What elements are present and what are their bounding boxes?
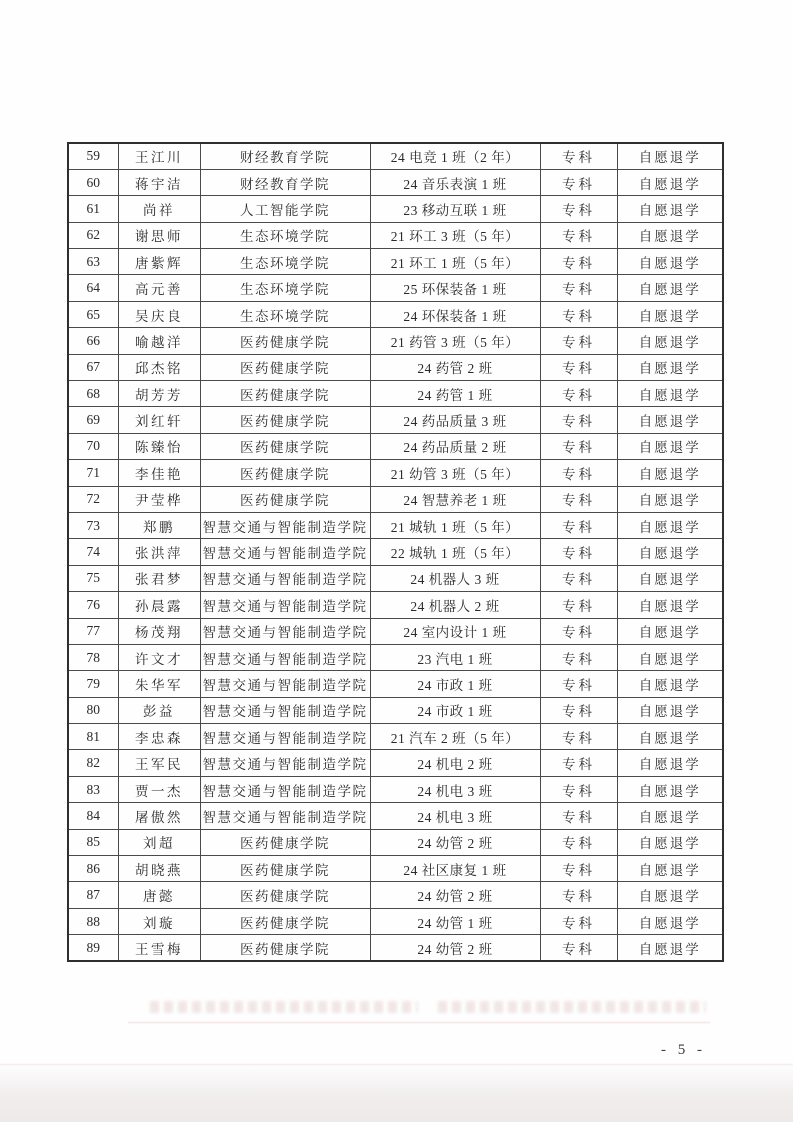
- student-name-cell: 刘璇: [118, 908, 200, 934]
- table-row: [68, 671, 723, 697]
- level-cell: 专科: [540, 275, 617, 301]
- class-cell: 24 幼管 2 班: [370, 882, 540, 908]
- level-cell: 专科: [540, 143, 617, 169]
- table-row: [68, 486, 723, 512]
- row-number-cell: 76: [68, 592, 118, 618]
- student-name-cell: 谢思师: [118, 222, 200, 248]
- row-number-cell: 89: [68, 935, 118, 961]
- class-cell: 24 药品质量 2 班: [370, 433, 540, 459]
- class-cell: 24 幼管 2 班: [370, 935, 540, 961]
- student-name-cell: 王江川: [118, 143, 200, 169]
- college-cell: 智慧交通与智能制造学院: [200, 724, 370, 750]
- row-number-cell: 87: [68, 882, 118, 908]
- level-cell: 专科: [540, 908, 617, 934]
- row-number-cell: 80: [68, 697, 118, 723]
- table-row: [68, 143, 723, 169]
- row-number-cell: 88: [68, 908, 118, 934]
- table-row: [68, 512, 723, 538]
- status-cell: 自愿退学: [617, 565, 723, 591]
- student-name-cell: 刘超: [118, 829, 200, 855]
- class-cell: 24 药品质量 3 班: [370, 407, 540, 433]
- student-name-cell: 高元善: [118, 275, 200, 301]
- level-cell: 专科: [540, 565, 617, 591]
- student-name-cell: 唐懿: [118, 882, 200, 908]
- status-cell: 自愿退学: [617, 460, 723, 486]
- level-cell: 专科: [540, 381, 617, 407]
- student-name-cell: 许文才: [118, 644, 200, 670]
- row-number-cell: 68: [68, 381, 118, 407]
- table-row: [68, 381, 723, 407]
- level-cell: 专科: [540, 539, 617, 565]
- class-cell: 24 市政 1 班: [370, 697, 540, 723]
- college-cell: 医药健康学院: [200, 407, 370, 433]
- student-name-cell: 郑鹏: [118, 512, 200, 538]
- college-cell: 医药健康学院: [200, 354, 370, 380]
- page-number: - 5 -: [661, 1042, 706, 1058]
- college-cell: 智慧交通与智能制造学院: [200, 803, 370, 829]
- row-number-cell: 79: [68, 671, 118, 697]
- student-name-cell: 王军民: [118, 750, 200, 776]
- row-number-cell: 71: [68, 460, 118, 486]
- student-name-cell: 唐紫辉: [118, 249, 200, 275]
- table-row: [68, 882, 723, 908]
- level-cell: 专科: [540, 776, 617, 802]
- class-cell: 24 智慧养老 1 班: [370, 486, 540, 512]
- level-cell: 专科: [540, 354, 617, 380]
- level-cell: 专科: [540, 829, 617, 855]
- level-cell: 专科: [540, 618, 617, 644]
- class-cell: 24 幼管 2 班: [370, 829, 540, 855]
- student-name-cell: 杨茂翔: [118, 618, 200, 644]
- row-number-cell: 83: [68, 776, 118, 802]
- college-cell: 医药健康学院: [200, 908, 370, 934]
- row-number-cell: 86: [68, 856, 118, 882]
- class-cell: 25 环保装备 1 班: [370, 275, 540, 301]
- table-row: [68, 539, 723, 565]
- class-cell: 24 音乐表演 1 班: [370, 169, 540, 195]
- college-cell: 智慧交通与智能制造学院: [200, 750, 370, 776]
- college-cell: 智慧交通与智能制造学院: [200, 565, 370, 591]
- level-cell: 专科: [540, 697, 617, 723]
- class-cell: 24 机器人 2 班: [370, 592, 540, 618]
- row-number-cell: 72: [68, 486, 118, 512]
- student-name-cell: 陈臻怡: [118, 433, 200, 459]
- status-cell: 自愿退学: [617, 196, 723, 222]
- class-cell: 22 城轨 1 班（5 年）: [370, 539, 540, 565]
- level-cell: 专科: [540, 249, 617, 275]
- row-number-cell: 81: [68, 724, 118, 750]
- college-cell: 智慧交通与智能制造学院: [200, 671, 370, 697]
- college-cell: 医药健康学院: [200, 433, 370, 459]
- table-row: [68, 328, 723, 354]
- table-row: [68, 354, 723, 380]
- college-cell: 生态环境学院: [200, 249, 370, 275]
- college-cell: 智慧交通与智能制造学院: [200, 644, 370, 670]
- college-cell: 医药健康学院: [200, 935, 370, 961]
- level-cell: 专科: [540, 460, 617, 486]
- table-row: [68, 935, 723, 961]
- college-cell: 医药健康学院: [200, 829, 370, 855]
- status-cell: 自愿退学: [617, 697, 723, 723]
- status-cell: 自愿退学: [617, 856, 723, 882]
- student-name-cell: 刘红轩: [118, 407, 200, 433]
- table-row: [68, 222, 723, 248]
- student-name-cell: 胡晓燕: [118, 856, 200, 882]
- level-cell: 专科: [540, 803, 617, 829]
- table-body: [68, 143, 723, 961]
- table-row: [68, 407, 723, 433]
- status-cell: 自愿退学: [617, 433, 723, 459]
- class-cell: 24 机器人 3 班: [370, 565, 540, 591]
- status-cell: 自愿退学: [617, 143, 723, 169]
- row-number-cell: 63: [68, 249, 118, 275]
- student-name-cell: 孙晨露: [118, 592, 200, 618]
- status-cell: 自愿退学: [617, 776, 723, 802]
- student-name-cell: 邱杰铭: [118, 354, 200, 380]
- student-name-cell: 蒋宇洁: [118, 169, 200, 195]
- row-number-cell: 78: [68, 644, 118, 670]
- row-number-cell: 59: [68, 143, 118, 169]
- table-row: [68, 301, 723, 327]
- status-cell: 自愿退学: [617, 908, 723, 934]
- status-cell: 自愿退学: [617, 381, 723, 407]
- college-cell: 智慧交通与智能制造学院: [200, 776, 370, 802]
- table-row: [68, 433, 723, 459]
- status-cell: 自愿退学: [617, 249, 723, 275]
- college-cell: 医药健康学院: [200, 381, 370, 407]
- level-cell: 专科: [540, 407, 617, 433]
- table-row: [68, 249, 723, 275]
- status-cell: 自愿退学: [617, 671, 723, 697]
- bleed-through-artifact: [150, 1001, 418, 1013]
- status-cell: 自愿退学: [617, 301, 723, 327]
- row-number-cell: 75: [68, 565, 118, 591]
- table-row: [68, 275, 723, 301]
- level-cell: 专科: [540, 486, 617, 512]
- class-cell: 24 机电 3 班: [370, 776, 540, 802]
- college-cell: 医药健康学院: [200, 486, 370, 512]
- class-cell: 21 环工 1 班（5 年）: [370, 249, 540, 275]
- status-cell: 自愿退学: [617, 512, 723, 538]
- student-name-cell: 尹莹桦: [118, 486, 200, 512]
- withdrawal-table: [67, 142, 724, 962]
- status-cell: 自愿退学: [617, 222, 723, 248]
- college-cell: 医药健康学院: [200, 856, 370, 882]
- class-cell: 24 室内设计 1 班: [370, 618, 540, 644]
- table-row: [68, 724, 723, 750]
- table-row: [68, 565, 723, 591]
- college-cell: 生态环境学院: [200, 301, 370, 327]
- student-name-cell: 吴庆良: [118, 301, 200, 327]
- level-cell: 专科: [540, 301, 617, 327]
- student-name-cell: 胡芳芳: [118, 381, 200, 407]
- level-cell: 专科: [540, 169, 617, 195]
- class-cell: 21 幼管 3 班（5 年）: [370, 460, 540, 486]
- row-number-cell: 84: [68, 803, 118, 829]
- bleed-through-artifact: [438, 1001, 706, 1013]
- table-row: [68, 750, 723, 776]
- class-cell: 24 环保装备 1 班: [370, 301, 540, 327]
- status-cell: 自愿退学: [617, 882, 723, 908]
- class-cell: 24 机电 2 班: [370, 750, 540, 776]
- status-cell: 自愿退学: [617, 750, 723, 776]
- status-cell: 自愿退学: [617, 644, 723, 670]
- table-row: [68, 592, 723, 618]
- college-cell: 财经教育学院: [200, 169, 370, 195]
- level-cell: 专科: [540, 724, 617, 750]
- student-name-cell: 李佳艳: [118, 460, 200, 486]
- college-cell: 财经教育学院: [200, 143, 370, 169]
- row-number-cell: 70: [68, 433, 118, 459]
- college-cell: 医药健康学院: [200, 460, 370, 486]
- student-name-cell: 彭益: [118, 697, 200, 723]
- college-cell: 生态环境学院: [200, 222, 370, 248]
- college-cell: 智慧交通与智能制造学院: [200, 592, 370, 618]
- college-cell: 智慧交通与智能制造学院: [200, 697, 370, 723]
- row-number-cell: 61: [68, 196, 118, 222]
- class-cell: 24 机电 3 班: [370, 803, 540, 829]
- student-name-cell: 喻越洋: [118, 328, 200, 354]
- row-number-cell: 82: [68, 750, 118, 776]
- class-cell: 21 汽车 2 班（5 年）: [370, 724, 540, 750]
- college-cell: 人工智能学院: [200, 196, 370, 222]
- row-number-cell: 74: [68, 539, 118, 565]
- class-cell: 23 汽电 1 班: [370, 644, 540, 670]
- row-number-cell: 66: [68, 328, 118, 354]
- table-row: [68, 803, 723, 829]
- level-cell: 专科: [540, 196, 617, 222]
- class-cell: 24 社区康复 1 班: [370, 856, 540, 882]
- student-name-cell: 贾一杰: [118, 776, 200, 802]
- student-name-cell: 李忠森: [118, 724, 200, 750]
- class-cell: 23 移动互联 1 班: [370, 196, 540, 222]
- level-cell: 专科: [540, 328, 617, 354]
- status-cell: 自愿退学: [617, 592, 723, 618]
- table-row: [68, 908, 723, 934]
- table-row: [68, 644, 723, 670]
- student-name-cell: 张洪萍: [118, 539, 200, 565]
- row-number-cell: 69: [68, 407, 118, 433]
- table-row: [68, 460, 723, 486]
- college-cell: 生态环境学院: [200, 275, 370, 301]
- table-row: [68, 196, 723, 222]
- status-cell: 自愿退学: [617, 618, 723, 644]
- table-row: [68, 776, 723, 802]
- status-cell: 自愿退学: [617, 803, 723, 829]
- row-number-cell: 77: [68, 618, 118, 644]
- row-number-cell: 64: [68, 275, 118, 301]
- level-cell: 专科: [540, 856, 617, 882]
- college-cell: 智慧交通与智能制造学院: [200, 539, 370, 565]
- class-cell: 24 药管 2 班: [370, 354, 540, 380]
- scan-edge-shading: [0, 1064, 793, 1122]
- class-cell: 24 幼管 1 班: [370, 908, 540, 934]
- level-cell: 专科: [540, 644, 617, 670]
- level-cell: 专科: [540, 750, 617, 776]
- student-name-cell: 尚祥: [118, 196, 200, 222]
- status-cell: 自愿退学: [617, 275, 723, 301]
- status-cell: 自愿退学: [617, 354, 723, 380]
- level-cell: 专科: [540, 512, 617, 538]
- table-row: [68, 169, 723, 195]
- college-cell: 智慧交通与智能制造学院: [200, 618, 370, 644]
- status-cell: 自愿退学: [617, 724, 723, 750]
- class-cell: 21 环工 3 班（5 年）: [370, 222, 540, 248]
- row-number-cell: 67: [68, 354, 118, 380]
- row-number-cell: 73: [68, 512, 118, 538]
- status-cell: 自愿退学: [617, 539, 723, 565]
- row-number-cell: 62: [68, 222, 118, 248]
- level-cell: 专科: [540, 222, 617, 248]
- level-cell: 专科: [540, 935, 617, 961]
- student-name-cell: 朱华军: [118, 671, 200, 697]
- college-cell: 智慧交通与智能制造学院: [200, 512, 370, 538]
- status-cell: 自愿退学: [617, 169, 723, 195]
- level-cell: 专科: [540, 882, 617, 908]
- class-cell: 24 电竞 1 班（2 年）: [370, 143, 540, 169]
- class-cell: 21 药管 3 班（5 年）: [370, 328, 540, 354]
- status-cell: 自愿退学: [617, 829, 723, 855]
- level-cell: 专科: [540, 592, 617, 618]
- student-name-cell: 王雪梅: [118, 935, 200, 961]
- row-number-cell: 85: [68, 829, 118, 855]
- level-cell: 专科: [540, 671, 617, 697]
- level-cell: 专科: [540, 433, 617, 459]
- class-cell: 21 城轨 1 班（5 年）: [370, 512, 540, 538]
- table-row: [68, 618, 723, 644]
- table-row: [68, 856, 723, 882]
- college-cell: 医药健康学院: [200, 882, 370, 908]
- row-number-cell: 60: [68, 169, 118, 195]
- status-cell: 自愿退学: [617, 486, 723, 512]
- status-cell: 自愿退学: [617, 407, 723, 433]
- student-name-cell: 屠傲然: [118, 803, 200, 829]
- bleed-through-line: [128, 1022, 710, 1023]
- table-row: [68, 829, 723, 855]
- row-number-cell: 65: [68, 301, 118, 327]
- status-cell: 自愿退学: [617, 328, 723, 354]
- table-row: [68, 697, 723, 723]
- status-cell: 自愿退学: [617, 935, 723, 961]
- class-cell: 24 药管 1 班: [370, 381, 540, 407]
- class-cell: 24 市政 1 班: [370, 671, 540, 697]
- student-name-cell: 张君梦: [118, 565, 200, 591]
- college-cell: 医药健康学院: [200, 328, 370, 354]
